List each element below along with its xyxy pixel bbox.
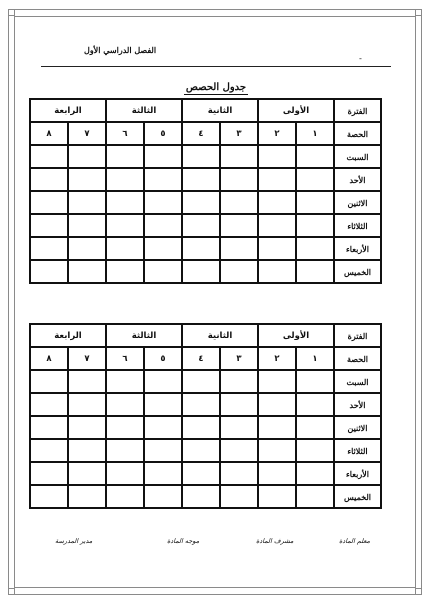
schedule-cell[interactable] xyxy=(258,416,296,439)
day-label: الخميس xyxy=(334,485,381,508)
principal-signature-label: مدير المدرسة xyxy=(55,537,93,545)
class-header-label: الحصة xyxy=(334,347,381,370)
schedule-cell[interactable] xyxy=(106,214,144,237)
day-label: الأربعاء xyxy=(334,237,381,260)
schedule-cell[interactable] xyxy=(182,370,220,393)
teacher-signature-label: معلم المادة xyxy=(339,537,370,545)
schedule-cell[interactable] xyxy=(30,191,68,214)
schedule-cell[interactable] xyxy=(296,370,334,393)
header-dash: - xyxy=(359,54,362,63)
class-number: ٥ xyxy=(144,122,182,145)
class-number: ١ xyxy=(296,347,334,370)
schedule-cell[interactable] xyxy=(30,168,68,191)
class-number: ٤ xyxy=(182,347,220,370)
schedule-cell[interactable] xyxy=(30,214,68,237)
schedule-cell[interactable] xyxy=(296,168,334,191)
schedule-cell[interactable] xyxy=(182,168,220,191)
schedule-cell[interactable] xyxy=(68,370,106,393)
schedule-cell[interactable] xyxy=(258,393,296,416)
page-title-text: جدول الحصص xyxy=(185,82,247,93)
schedule-cell[interactable] xyxy=(68,393,106,416)
class-number: ٧ xyxy=(68,347,106,370)
schedule-cell[interactable] xyxy=(182,393,220,416)
schedule-cell[interactable] xyxy=(106,191,144,214)
schedule-cell[interactable] xyxy=(296,439,334,462)
schedule-cell[interactable] xyxy=(144,485,182,508)
schedule-cell[interactable] xyxy=(296,260,334,283)
day-row xyxy=(30,485,381,508)
schedule-cell[interactable] xyxy=(220,237,258,260)
schedule-cell[interactable] xyxy=(220,168,258,191)
border-corner xyxy=(415,9,422,16)
schedule-cell[interactable] xyxy=(144,416,182,439)
day-label: الاثنين xyxy=(334,191,381,214)
schedule-cell[interactable] xyxy=(68,214,106,237)
schedule-cell[interactable] xyxy=(296,237,334,260)
schedule-cell[interactable] xyxy=(258,485,296,508)
period-cell: الثالثة xyxy=(106,99,182,122)
day-label: الأحد xyxy=(334,393,381,416)
schedule-cell[interactable] xyxy=(106,485,144,508)
day-row xyxy=(30,462,381,485)
day-row xyxy=(30,237,381,260)
period-cell: الثانية xyxy=(182,324,258,347)
semester-label: الفصل الدراسي الأول xyxy=(84,45,157,55)
schedule-cell[interactable] xyxy=(30,485,68,508)
page-title xyxy=(0,82,432,93)
schedule-cell[interactable] xyxy=(220,416,258,439)
class-number: ٤ xyxy=(182,122,220,145)
schedule-cell[interactable] xyxy=(220,370,258,393)
period-header-label: الفترة xyxy=(334,324,381,347)
schedule-cell[interactable] xyxy=(68,191,106,214)
schedule-cell[interactable] xyxy=(68,416,106,439)
schedule-cell[interactable] xyxy=(220,393,258,416)
day-label: السبت xyxy=(334,145,381,168)
schedule-cell[interactable] xyxy=(106,370,144,393)
schedule-cell[interactable] xyxy=(68,237,106,260)
schedule-cell[interactable] xyxy=(220,191,258,214)
day-label: الثلاثاء xyxy=(334,214,381,237)
period-cell: الأولى xyxy=(258,324,334,347)
class-number: ٧ xyxy=(68,122,106,145)
schedule-cell[interactable] xyxy=(220,485,258,508)
schedule-cell[interactable] xyxy=(106,462,144,485)
schedule-table-2 xyxy=(29,323,382,509)
period-cell: الرابعة xyxy=(30,99,106,122)
schedule-cell[interactable] xyxy=(68,439,106,462)
schedule-cell[interactable] xyxy=(144,462,182,485)
periods-row xyxy=(30,99,381,122)
class-number: ٨ xyxy=(30,122,68,145)
schedule-cell[interactable] xyxy=(220,462,258,485)
day-row xyxy=(30,168,381,191)
schedule-cell[interactable] xyxy=(220,145,258,168)
class-number: ٢ xyxy=(258,122,296,145)
schedule-cell[interactable] xyxy=(182,260,220,283)
day-row xyxy=(30,214,381,237)
day-label: الخميس xyxy=(334,260,381,283)
periods-row xyxy=(30,324,381,347)
schedule-cell[interactable] xyxy=(106,393,144,416)
class-number: ١ xyxy=(296,122,334,145)
schedule-cell[interactable] xyxy=(106,416,144,439)
schedule-cell[interactable] xyxy=(144,237,182,260)
director-signature-label: موجه المادة xyxy=(167,537,200,545)
schedule-cell[interactable] xyxy=(30,237,68,260)
schedule-cell[interactable] xyxy=(144,145,182,168)
schedule-cell[interactable] xyxy=(30,416,68,439)
schedule-cell[interactable] xyxy=(144,260,182,283)
schedule-cell[interactable] xyxy=(296,393,334,416)
day-row xyxy=(30,260,381,283)
schedule-cell[interactable] xyxy=(258,260,296,283)
day-row xyxy=(30,191,381,214)
border-corner xyxy=(415,588,422,595)
schedule-cell[interactable] xyxy=(144,370,182,393)
day-label: الأحد xyxy=(334,168,381,191)
class-number: ٥ xyxy=(144,347,182,370)
schedule-cell[interactable] xyxy=(30,393,68,416)
schedule-cell[interactable] xyxy=(182,485,220,508)
signature-row xyxy=(0,537,432,553)
schedule-cell[interactable] xyxy=(258,370,296,393)
period-cell: الرابعة xyxy=(30,324,106,347)
class-number: ٣ xyxy=(220,122,258,145)
schedule-cell[interactable] xyxy=(182,416,220,439)
schedule-cell[interactable] xyxy=(68,260,106,283)
class-number: ٣ xyxy=(220,347,258,370)
period-cell: الثالثة xyxy=(106,324,182,347)
schedule-cell[interactable] xyxy=(30,145,68,168)
schedule-cell[interactable] xyxy=(258,168,296,191)
schedule-cell[interactable] xyxy=(296,191,334,214)
day-row xyxy=(30,416,381,439)
class-number: ٦ xyxy=(106,347,144,370)
schedule-table-1 xyxy=(29,98,382,284)
schedule-cell[interactable] xyxy=(220,439,258,462)
border-corner xyxy=(8,588,15,595)
schedule-cell[interactable] xyxy=(220,260,258,283)
classes-row xyxy=(30,122,381,145)
schedule-cell[interactable] xyxy=(30,370,68,393)
schedule-cell[interactable] xyxy=(182,191,220,214)
schedule-cell[interactable] xyxy=(68,485,106,508)
schedule-cell[interactable] xyxy=(30,439,68,462)
schedule-cell[interactable] xyxy=(106,237,144,260)
class-number: ٢ xyxy=(258,347,296,370)
schedule-cell[interactable] xyxy=(296,485,334,508)
day-label: الثلاثاء xyxy=(334,439,381,462)
schedule-cell[interactable] xyxy=(106,260,144,283)
border-corner xyxy=(8,9,15,16)
classes-row xyxy=(30,347,381,370)
schedule-cell[interactable] xyxy=(258,191,296,214)
day-row xyxy=(30,145,381,168)
day-label: الاثنين xyxy=(334,416,381,439)
schedule-cell[interactable] xyxy=(144,393,182,416)
day-row xyxy=(30,393,381,416)
schedule-cell[interactable] xyxy=(30,260,68,283)
schedule-cell[interactable] xyxy=(68,462,106,485)
schedule-cell[interactable] xyxy=(296,416,334,439)
day-label: السبت xyxy=(334,370,381,393)
schedule-cell[interactable] xyxy=(182,439,220,462)
period-cell: الثانية xyxy=(182,99,258,122)
schedule-cell[interactable] xyxy=(296,145,334,168)
class-header-label: الحصة xyxy=(334,122,381,145)
class-number: ٦ xyxy=(106,122,144,145)
schedule-cell[interactable] xyxy=(258,439,296,462)
schedule-cell[interactable] xyxy=(182,237,220,260)
schedule-cell[interactable] xyxy=(106,168,144,191)
period-header-label: الفترة xyxy=(334,99,381,122)
schedule-cell[interactable] xyxy=(144,439,182,462)
schedule-cell[interactable] xyxy=(144,214,182,237)
schedule-cell[interactable] xyxy=(182,145,220,168)
header-rule xyxy=(41,66,391,67)
class-number: ٨ xyxy=(30,347,68,370)
schedule-cell[interactable] xyxy=(182,214,220,237)
schedule-cell[interactable] xyxy=(144,191,182,214)
schedule-cell[interactable] xyxy=(106,145,144,168)
schedule-cell[interactable] xyxy=(258,145,296,168)
schedule-cell[interactable] xyxy=(296,462,334,485)
schedule-cell[interactable] xyxy=(68,145,106,168)
schedule-cell[interactable] xyxy=(296,214,334,237)
schedule-cell[interactable] xyxy=(258,462,296,485)
period-cell: الأولى xyxy=(258,99,334,122)
schedule-cell[interactable] xyxy=(106,439,144,462)
schedule-cell[interactable] xyxy=(182,462,220,485)
schedule-cell[interactable] xyxy=(220,214,258,237)
day-row xyxy=(30,439,381,462)
schedule-cell[interactable] xyxy=(68,168,106,191)
supervisor-signature-label: مشرف المادة xyxy=(256,537,294,545)
day-row xyxy=(30,370,381,393)
schedule-cell[interactable] xyxy=(258,237,296,260)
day-label: الأربعاء xyxy=(334,462,381,485)
schedule-cell[interactable] xyxy=(144,168,182,191)
schedule-cell[interactable] xyxy=(258,214,296,237)
schedule-cell[interactable] xyxy=(30,462,68,485)
